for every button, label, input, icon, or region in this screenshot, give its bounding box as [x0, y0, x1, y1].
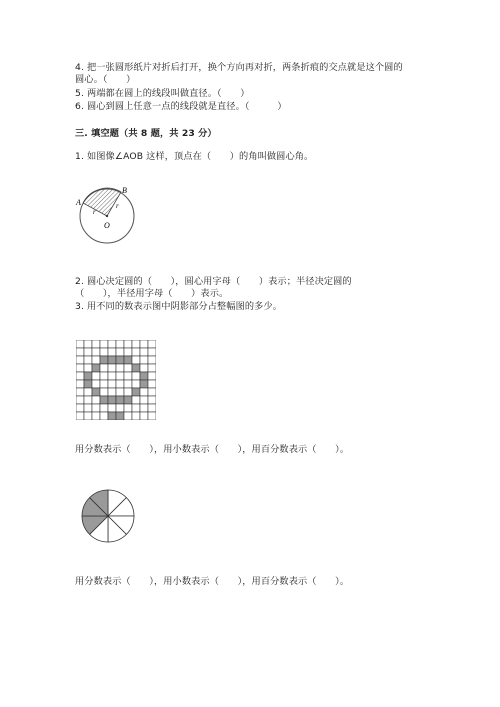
- grid-cell: [76, 388, 84, 396]
- grid-cell: [124, 340, 132, 348]
- grid-cell-shaded: [140, 380, 148, 388]
- grid-cell-shaded: [84, 372, 92, 380]
- grid-cell: [100, 412, 108, 420]
- grid-cell-shaded: [84, 380, 92, 388]
- grid-cell: [100, 340, 108, 348]
- center-dot: [106, 215, 108, 217]
- grid-cell: [116, 380, 124, 388]
- grid-cell: [140, 340, 148, 348]
- grid-cell-shaded: [132, 388, 140, 396]
- grid-cell: [116, 348, 124, 356]
- grid-cell: [132, 404, 140, 412]
- grid-cell: [92, 372, 100, 380]
- grid-cell: [108, 388, 116, 396]
- grid-cell: [148, 356, 156, 364]
- grid-cell: [84, 396, 92, 404]
- grid-cell-shaded: [132, 364, 140, 372]
- label-r-right: r: [116, 202, 119, 210]
- grid-cell-shaded: [124, 396, 132, 404]
- grid-cell-shaded: [92, 364, 100, 372]
- grid-cell: [92, 348, 100, 356]
- grid-cell-shaded: [100, 396, 108, 404]
- grid-cell: [148, 364, 156, 372]
- label-o: O: [104, 221, 110, 230]
- grid-cell-shaded: [108, 412, 116, 420]
- fill-q1: 1. 如图像∠AOB 这样，顶点在（ ）的角叫做圆心角。: [75, 151, 314, 162]
- grid-cell: [84, 412, 92, 420]
- grid-figure: [76, 340, 156, 420]
- grid-cell: [76, 396, 84, 404]
- grid-cell: [124, 380, 132, 388]
- grid-cell: [124, 388, 132, 396]
- judgement-q6: 6. 圆心到圆上任意一点的线段就是直径。（ ）: [75, 101, 287, 112]
- grid-cell: [108, 340, 116, 348]
- grid-cell-shaded: [100, 356, 108, 364]
- grid-cell: [116, 404, 124, 412]
- label-b: B: [122, 186, 127, 195]
- grid-cell: [140, 412, 148, 420]
- label-r-left: r: [93, 208, 96, 216]
- grid-cell: [116, 364, 124, 372]
- grid-cell-shaded: [124, 356, 132, 364]
- grid-cell: [132, 412, 140, 420]
- grid-cell: [116, 372, 124, 380]
- grid-cell: [100, 372, 108, 380]
- grid-cell-shaded: [116, 356, 124, 364]
- grid-cell: [124, 348, 132, 356]
- fill-q2-line2: （ ），半径用字母（ ）表示。: [75, 288, 229, 299]
- grid-cell: [108, 348, 116, 356]
- grid-cell: [148, 348, 156, 356]
- grid-cell: [92, 404, 100, 412]
- grid-cell-shaded: [108, 356, 116, 364]
- answer-line-grid: 用分数表示（ ），用小数表示（ ），用百分数表示（ ）。: [75, 444, 350, 455]
- grid-cell: [132, 380, 140, 388]
- grid-cell: [108, 380, 116, 388]
- grid-cell: [92, 396, 100, 404]
- grid-cell: [124, 404, 132, 412]
- section-title: 三. 填空题（共 8 题，共 23 分）: [75, 128, 217, 139]
- grid-cell: [84, 364, 92, 372]
- grid-cell: [132, 356, 140, 364]
- grid-cell: [76, 412, 84, 420]
- grid-cell: [76, 404, 84, 412]
- grid-cell: [76, 372, 84, 380]
- judgement-q5: 5. 两端都在圆上的线段叫做直径。（ ）: [75, 88, 250, 99]
- grid-cell-shaded: [108, 396, 116, 404]
- label-a: A: [76, 198, 81, 207]
- grid-cell: [148, 388, 156, 396]
- grid-cell: [132, 348, 140, 356]
- grid-cell: [132, 396, 140, 404]
- grid-cell: [100, 364, 108, 372]
- grid-cell: [84, 356, 92, 364]
- grid-cell: [140, 356, 148, 364]
- circle-sector-figure: [72, 183, 142, 253]
- grid-cell: [148, 396, 156, 404]
- grid-cell: [92, 340, 100, 348]
- judgement-q4-line2: 圆心。（ ）: [75, 74, 136, 85]
- grid-cell: [140, 388, 148, 396]
- grid-cell: [124, 412, 132, 420]
- grid-cell: [108, 372, 116, 380]
- grid-cell: [148, 380, 156, 388]
- grid-cell: [92, 356, 100, 364]
- grid-cell: [92, 412, 100, 420]
- grid-cell: [76, 348, 84, 356]
- grid-cell: [148, 412, 156, 420]
- grid-cell: [116, 388, 124, 396]
- grid-cell: [140, 396, 148, 404]
- grid-cell: [140, 404, 148, 412]
- answer-line-pie: 用分数表示（ ），用小数表示（ ），用百分数表示（ ）。: [75, 576, 350, 587]
- fill-q2-line1: 2. 圆心决定圆的（ ），圆心用字母（ ）表示；半径决定圆的: [75, 276, 352, 287]
- grid-cell-shaded: [116, 396, 124, 404]
- grid-cell: [108, 404, 116, 412]
- grid-cell: [76, 340, 84, 348]
- judgement-q4-line1: 4. 把一张圆形纸片对折后打开，换个方向再对折，两条折痕的交点就是这个圆的: [75, 62, 403, 73]
- grid-cell: [140, 348, 148, 356]
- grid-cell: [132, 372, 140, 380]
- grid-cell: [84, 388, 92, 396]
- grid-cell: [100, 348, 108, 356]
- grid-cell: [84, 340, 92, 348]
- grid-cell: [108, 364, 116, 372]
- grid-cell: [148, 372, 156, 380]
- grid-cell: [148, 404, 156, 412]
- grid-cell: [124, 364, 132, 372]
- grid-cell: [148, 340, 156, 348]
- grid-cell-shaded: [116, 412, 124, 420]
- grid-cell: [140, 364, 148, 372]
- grid-cell: [84, 348, 92, 356]
- grid-cell: [100, 388, 108, 396]
- fill-q3: 3. 用不同的数表示图中阴影部分占整幅图的多少。: [75, 301, 283, 312]
- grid-cell: [100, 380, 108, 388]
- pie-figure: [80, 488, 136, 544]
- grid-cell: [100, 404, 108, 412]
- grid-cell: [76, 364, 84, 372]
- grid-cell: [124, 372, 132, 380]
- grid-cell: [116, 340, 124, 348]
- grid-cell: [76, 380, 84, 388]
- grid-cell-shaded: [92, 388, 100, 396]
- grid-cell: [92, 380, 100, 388]
- grid-cell: [84, 404, 92, 412]
- grid-cell-shaded: [140, 372, 148, 380]
- grid-cell: [76, 356, 84, 364]
- grid-cell: [132, 340, 140, 348]
